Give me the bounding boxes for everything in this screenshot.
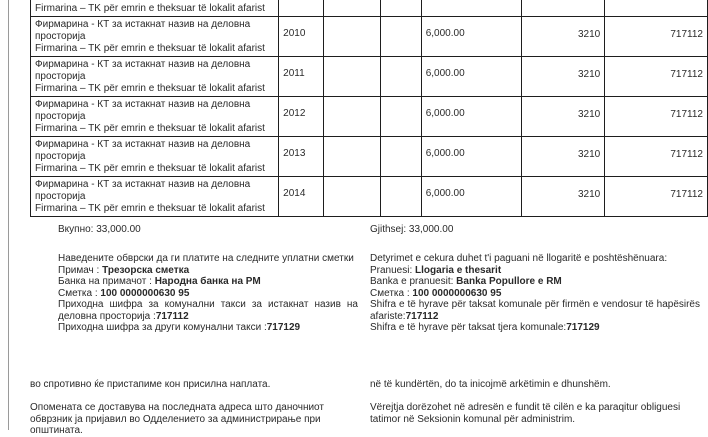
row-code — [522, 97, 605, 137]
row-code — [522, 0, 605, 17]
table-row — [31, 57, 708, 97]
row-empty-2 — [380, 137, 421, 177]
row-empty-1 — [324, 57, 381, 97]
desc-macedonian: Фирмарина - КТ за истакнат назив на деловна просторија — [35, 98, 251, 122]
code2-line — [58, 322, 358, 334]
table-row — [31, 17, 708, 57]
account-line — [58, 288, 358, 300]
desc-albanian: Firmarina – TK për emrin e theksuar të lokalit afarist — [35, 202, 265, 214]
row-amount — [421, 17, 522, 57]
bank-line — [370, 276, 700, 288]
row-amount — [421, 57, 522, 97]
row-year — [279, 177, 324, 217]
row-description — [31, 137, 279, 177]
amount-value: 6,000.00 — [425, 147, 465, 159]
year-value: 2010 — [283, 27, 306, 39]
row-empty-1 — [324, 0, 381, 17]
label: Shifra e të hyrave për taksat tjera komunale: — [370, 322, 567, 333]
row-empty-2 — [380, 177, 421, 217]
account-value: 717112 — [670, 28, 703, 40]
row-empty-1 — [324, 177, 381, 217]
code1-line — [370, 299, 700, 322]
code-value: 3210 — [577, 28, 601, 40]
notice-al: Vërejtja dorëzohet në adresën e fundit të cilën e ka paraqitur obliguesi tatimor në Seksionin komunal për administrim. — [370, 402, 681, 425]
table-row — [31, 177, 708, 217]
row-account — [605, 177, 708, 217]
amount-value: 6,000.00 — [425, 187, 465, 199]
label: Сметка : — [58, 287, 101, 299]
account-value: 717112 — [670, 108, 703, 120]
intro-text: Наведените обврски да ги платите на следните уплатни сметки — [58, 253, 354, 264]
value: 100 0000000630 95 — [412, 287, 502, 299]
desc-macedonian: Фирмарина - КТ за истакнат назив на деловна просторија — [35, 138, 251, 162]
row-empty-2 — [380, 0, 421, 17]
row-year — [279, 97, 324, 137]
desc-albanian: Firmarina – TK për emrin e theksuar të lokalit afarist — [35, 3, 265, 14]
value: 717112 — [155, 310, 189, 322]
year-value: 2011 — [283, 67, 305, 79]
value: Llogaria e thesarit — [415, 264, 502, 276]
row-account — [605, 57, 708, 97]
row-account — [605, 97, 708, 137]
account-value: 717112 — [670, 148, 703, 160]
desc-macedonian: Фирмарина - КТ за истакнат назив на деловна просторија — [35, 18, 251, 42]
amount-value: 6,000.00 — [425, 67, 465, 79]
intro-text: Detyrimet e cekura duhet t'i paguani në llogaritë e poshtëshënuara: — [370, 253, 668, 264]
label: Приходна шифра за други комунални такси : — [58, 322, 267, 333]
total-al: Gjithsej: 33,000.00 — [370, 224, 454, 235]
row-description — [31, 177, 279, 217]
payment-info-al — [370, 253, 700, 334]
label: Banka e pranuesit: — [370, 276, 457, 287]
bank-line — [58, 276, 358, 288]
row-amount — [421, 0, 522, 17]
notice-mk: Опомената се доставува на последната адреса што даночниот обврзник ја пријавил во Одделението за администрирање при општината. — [30, 402, 324, 436]
label: Примач : — [58, 264, 103, 276]
payment-info-mk — [58, 253, 358, 334]
label: Сметка : — [370, 287, 413, 299]
value: Народна банка на РМ — [154, 276, 261, 287]
code1-line — [58, 299, 358, 322]
row-amount — [421, 137, 522, 177]
table-row — [31, 137, 708, 177]
value: Трезорска сметка — [102, 264, 190, 276]
desc-macedonian: Фирмарина - КТ за истакнат назив на деловна просторија — [35, 178, 251, 202]
row-empty-1 — [324, 17, 381, 57]
recipient-line — [370, 265, 700, 277]
row-empty-1 — [324, 137, 381, 177]
enforcement-al: në të kundërtën, do ta inicojmë arkëtimin e dhunshëm. — [370, 379, 611, 390]
desc-albanian: Firmarina – TK për emrin e theksuar të lokalit afarist — [35, 82, 265, 94]
desc-macedonian: Фирмарина - КТ за истакнат назив на деловна просторија — [35, 58, 251, 82]
row-description — [31, 97, 279, 137]
amount-value: 6,000.00 — [425, 107, 465, 119]
row-amount — [421, 97, 522, 137]
row-empty-2 — [380, 57, 421, 97]
value: 717129 — [266, 322, 301, 333]
row-account — [605, 137, 708, 177]
row-description — [31, 17, 279, 57]
code2-line — [370, 322, 700, 334]
value: 717129 — [566, 322, 600, 333]
code-value: 3210 — [577, 148, 601, 160]
value: Banka Popullore e RM — [456, 276, 562, 287]
enforcement-mk: во спротивно ќе пристапиме кон присилна наплата. — [30, 379, 271, 390]
row-code — [522, 57, 605, 97]
amount-value: 6,000.00 — [425, 27, 465, 39]
row-description — [31, 57, 279, 97]
year-value: 2012 — [283, 107, 306, 119]
row-amount — [421, 177, 522, 217]
value: 100 0000000630 95 — [100, 287, 190, 299]
account-line — [370, 288, 700, 300]
table-row — [31, 97, 708, 137]
row-description — [31, 0, 279, 17]
page-margin-line — [8, 0, 9, 430]
row-account — [605, 17, 708, 57]
row-year — [279, 0, 324, 17]
row-year — [279, 57, 324, 97]
code-value: 3210 — [577, 68, 601, 80]
account-value: 717112 — [670, 188, 703, 200]
code-value: 3210 — [577, 188, 601, 200]
year-value: 2013 — [283, 147, 306, 159]
total-mk: Вкупно: 33,000.00 — [58, 224, 141, 235]
label: Приходна шифра за комунални такси за истакнат назив на деловна просторија : — [58, 299, 358, 322]
row-empty-2 — [380, 97, 421, 137]
row-year — [279, 137, 324, 177]
desc-albanian: Firmarina – TK për emrin e theksuar të lokalit afarist — [35, 162, 265, 174]
label: Pranuesi: — [370, 264, 416, 276]
value: 717112 — [405, 310, 439, 322]
row-code — [522, 17, 605, 57]
year-value: 2014 — [283, 187, 306, 199]
recipient-line — [58, 265, 358, 277]
row-code — [522, 137, 605, 177]
desc-albanian: Firmarina – TK për emrin e theksuar të lokalit afarist — [35, 42, 265, 54]
account-value: 717112 — [670, 68, 703, 80]
row-code — [522, 177, 605, 217]
label: Банка на примачот : — [58, 276, 155, 287]
table-row — [31, 0, 708, 17]
row-empty-2 — [380, 17, 421, 57]
desc-albanian: Firmarina – TK për emrin e theksuar të lokalit afarist — [35, 122, 265, 134]
code-value: 3210 — [577, 108, 601, 120]
row-year — [279, 17, 324, 57]
label: Shifra e të hyrave për taksat komunale për firmën e vendosur të hapësirës afariste: — [370, 299, 700, 322]
row-account — [605, 0, 708, 17]
row-empty-1 — [324, 97, 381, 137]
tax-table — [30, 0, 708, 217]
